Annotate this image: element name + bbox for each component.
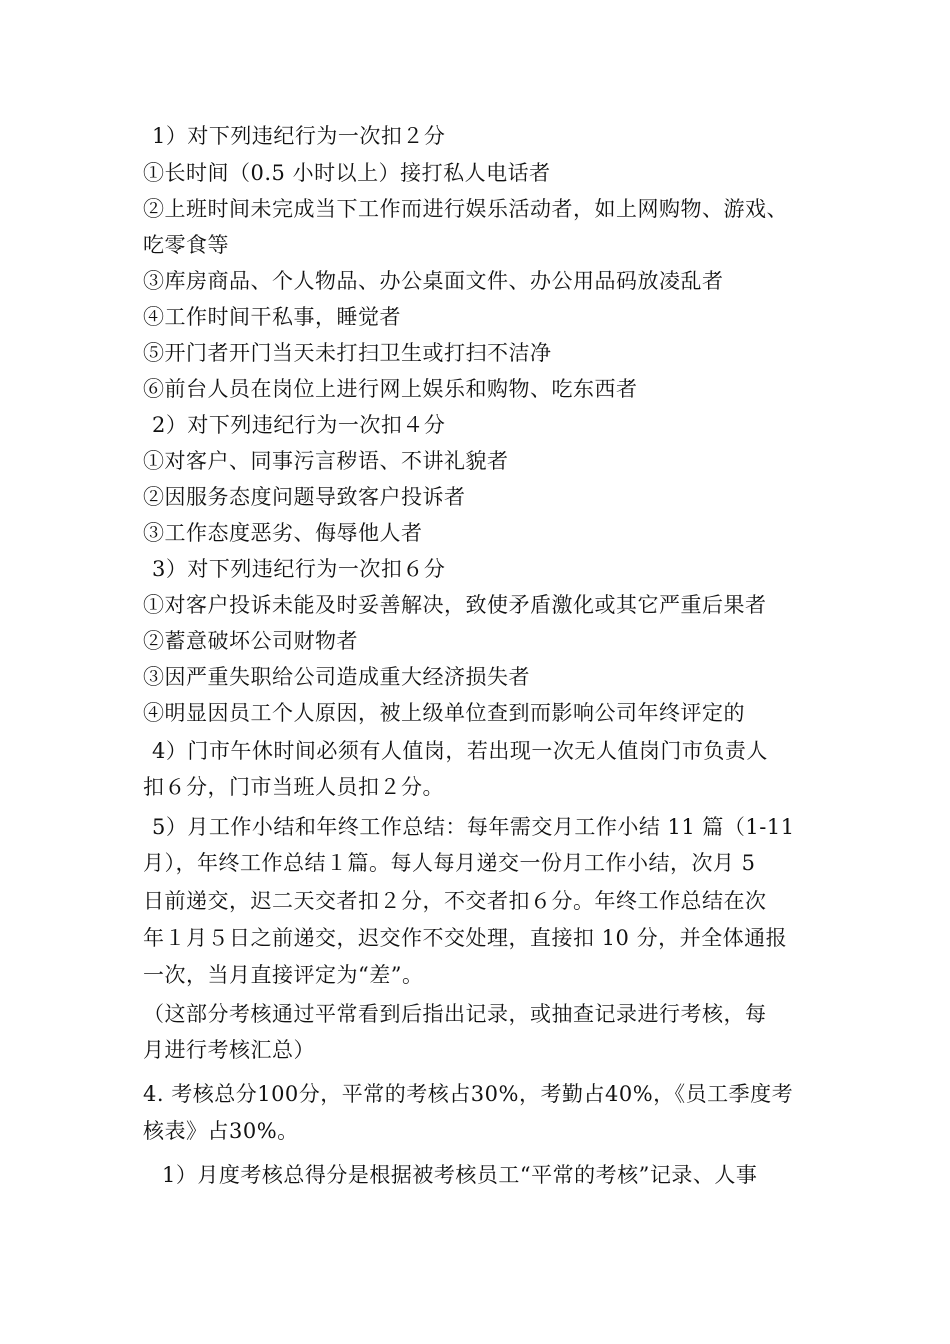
section-4-line: 4. 考核总分100分，平常的考核占30%，考勤占40%，《员工季度考 — [143, 1082, 794, 1106]
section-heading-2-points: 1）对下列违纪行为一次扣２分 — [152, 124, 446, 148]
rule-item: ⑤开门者开门当天未打扫卫生或打扫不洁净 — [143, 341, 552, 365]
section-4-line: 核表》占30%。 — [143, 1119, 299, 1143]
rule-item: ①长时间（0.5 小时以上）接打私人电话者 — [143, 161, 551, 185]
paragraph-line: 4）门市午休时间必须有人值岗，若出现一次无人值岗门市负责人 — [152, 739, 768, 763]
section-heading-6-points: 3）对下列违纪行为一次扣６分 — [152, 557, 446, 581]
rule-item: ⑥前台人员在岗位上进行网上娱乐和购物、吃东西者 — [143, 377, 638, 401]
paragraph-line: 扣６分，门市当班人员扣２分。 — [143, 775, 444, 799]
rule-item: ④工作时间干私事，睡觉者 — [143, 305, 401, 329]
rule-item: ③因严重失职给公司造成重大经济损失者 — [143, 665, 530, 689]
rule-item: ①对客户投诉未能及时妥善解决，致使矛盾激化或其它严重后果者 — [143, 593, 767, 617]
rule-item: ②蓄意破坏公司财物者 — [143, 629, 358, 653]
rule-item: ①对客户、同事污言秽语、不讲礼貌者 — [143, 449, 509, 473]
paragraph-line: 月），年终工作总结１篇。每人每月递交一份月工作小结，次月 5 — [143, 851, 756, 875]
paragraph-line: 一次，当月直接评定为“差”。 — [143, 963, 424, 987]
paragraph-line: 日前递交，迟二天交者扣２分，不交者扣６分。年终工作总结在次 — [143, 889, 767, 913]
rule-item: ②因服务态度问题导致客户投诉者 — [143, 485, 466, 509]
note-line: 月进行考核汇总） — [143, 1038, 315, 1062]
paragraph-line: 年１月５日之前递交，迟交作不交处理，直接扣 10 分，并全体通报 — [143, 926, 788, 950]
rule-item: ③工作态度恶劣、侮辱他人者 — [143, 521, 423, 545]
rule-item: ②上班时间未完成当下工作而进行娱乐活动者，如上网购物、游戏、 — [143, 197, 788, 221]
paragraph-line: 5）月工作小结和年终工作总结：每年需交月工作小结 11 篇（1-11 — [152, 815, 795, 839]
rule-item-continuation: 吃零食等 — [143, 233, 229, 257]
section-heading-4-points: 2）对下列违纪行为一次扣４分 — [152, 413, 446, 437]
paragraph-line: 1）月度考核总得分是根据被考核员工“平常的考核”记录、人事 — [162, 1163, 758, 1187]
rule-item: ④明显因员工个人原因，被上级单位查到而影响公司年终评定的 — [143, 701, 745, 725]
rule-item: ③库房商品、个人物品、办公桌面文件、办公用品码放凌乱者 — [143, 269, 724, 293]
note-line: （这部分考核通过平常看到后指出记录，或抽查记录进行考核，每 — [143, 1002, 767, 1026]
